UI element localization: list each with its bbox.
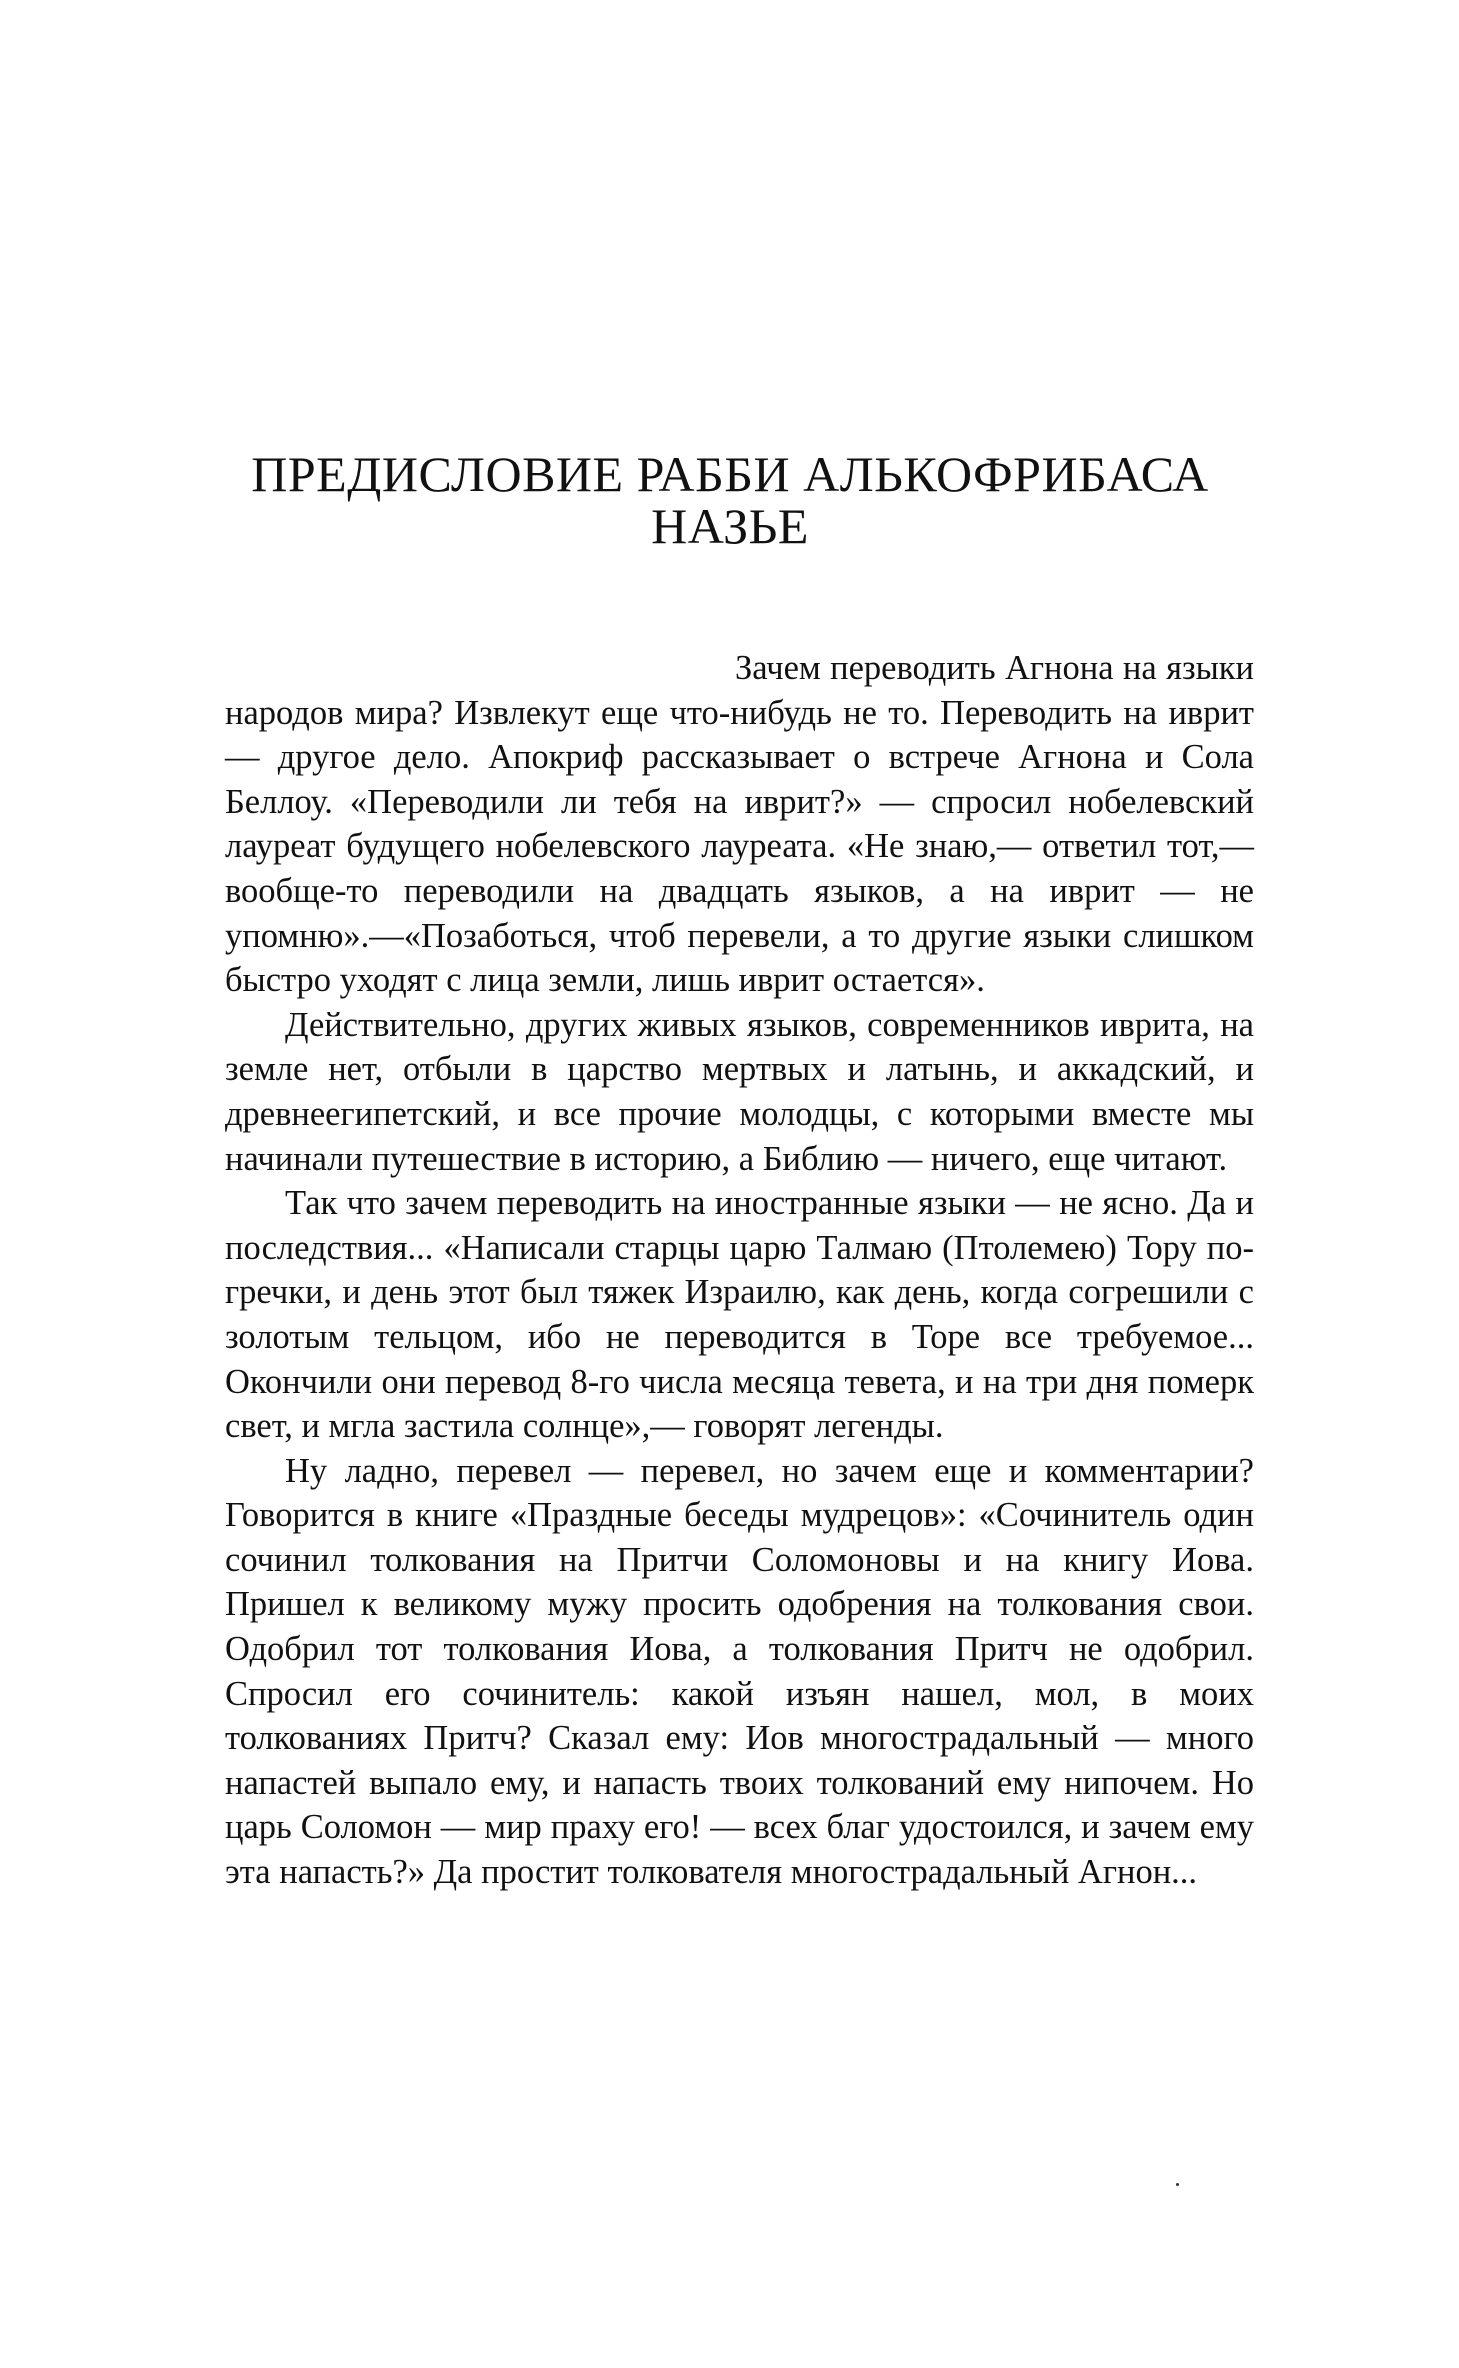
paragraph-1: Зачем переводить Агнона на языки народов мира? Извлекут еще что-нибудь не то. Переводить на иврит — другое дело. Апокриф рассказывает о встрече Агнона и Сола Беллоу. «Переводили ли тебя на иврит?» — спросил нобелевский лауреат будущего нобелевского лауреата. «Не знаю,— ответил тот,— вообще-то переводили на двадцать языков, а на иврит — не упомню».—«Позаботься, чтоб перевели, а то другие языки слишком быстро уходят с лица земли, лишь иврит остается». [225, 649, 1254, 1000]
chapter-title [200, 448, 1260, 552]
chapter-title-line-2: НАЗЬЕ [651, 498, 809, 554]
chapter-body [225, 646, 1254, 1895]
chapter-title-line-1: ПРЕДИСЛОВИЕ РАББИ АЛЬКОФРИБАСА [251, 446, 1209, 502]
scan-speck [1176, 2183, 1179, 2186]
paragraph-3: Так что зачем переводить на иностранные языки — не ясно. Да и последствия... «Написали старцы царю Талмаю (Птолемею) Тору по-гречки, и день этот был тяжек Израилю, как день, когда согрешили с золотым тельцом, ибо не переводится в Торе все требуемое... Окончили они перевод 8-го числа месяца тевета, и на три дня померк свет, и мгла застила солнце»,— говорят легенды. [225, 1184, 1254, 1446]
paragraph-2: Действительно, других живых языков, современников иврита, на земле нет, отбыли в царство мертвых и латынь, и аккадский, и древнеегипетский, и все прочие молодцы, с которыми вместе мы начинали путешествие в историю, а Библию — ничего, еще читают. [225, 1005, 1254, 1178]
paragraph-4: Ну ладно, перевел — перевел, но зачем еще и комментарии? Говорится в книге «Праздные беседы мудрецов»: «Сочинитель один сочинил толкования на Притчи Соломоновы и на книгу Иова. Пришел к великому мужу просить одобрения на толкования свои. Одобрил тот толкования Иова, а толкования Притч не одобрил. Спросил его сочинитель: какой изъян нашел, мол, в моих толкованиях Притч? Сказал ему: Иов многострадальный — много напастей выпало ему, и напасть твоих толкований ему нипочем. Но царь Соломон — мир праху его! — всех благ удостоился, и зачем ему эта напасть?» Да простит толкователя многострадальный Агнон... [225, 1451, 1254, 1892]
